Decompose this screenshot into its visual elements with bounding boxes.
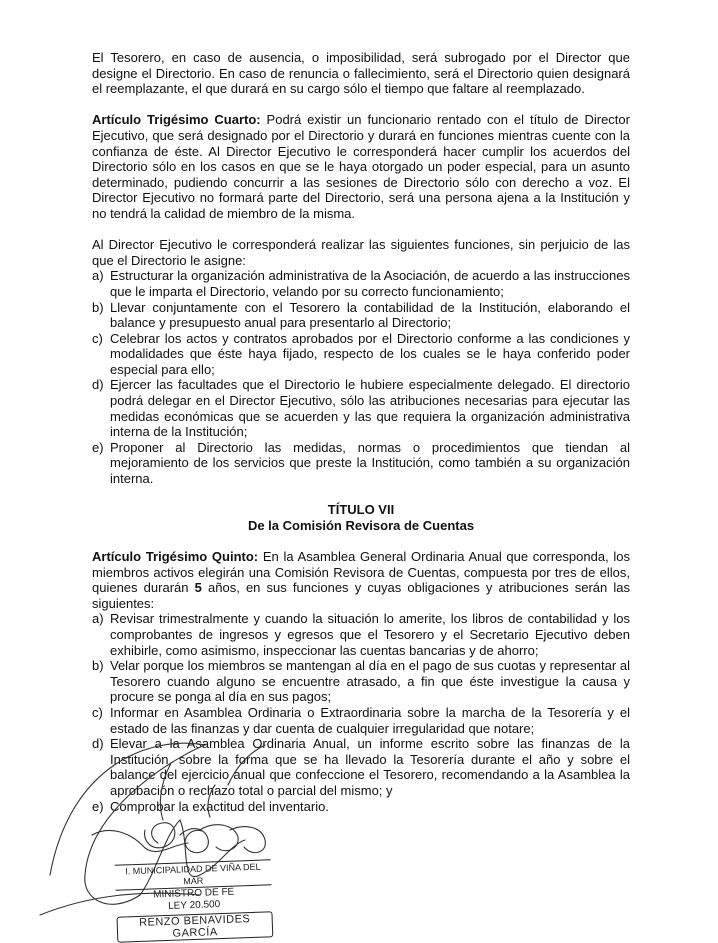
list-marker: c) <box>92 330 103 346</box>
stamp-line-role: MINISTRO DE FE <box>153 886 235 901</box>
list-item <box>92 440 630 487</box>
tesorero-subrogation-paragraph: El Tesorero, en caso de ausencia, o imposibilidad, será subrogado por el Director que designe el Directorio. En caso de renuncia o fallecimiento, será el Directorio quien designará el reemplazante, el que durará en su cargo sólo el tiempo que faltare al reemplazado. <box>92 50 630 97</box>
stamp-line-name: RENZO BENAVIDES GARCÍA <box>117 911 274 942</box>
list-item-text: Llevar conjuntamente con el Tesorero la contabilidad de la Institución, elaborando el balance y presupuesto anual para presentarlo al Directorio; <box>110 299 630 331</box>
functions-intro: Al Director Ejecutivo le corresponderá realizar las siguientes funciones, sin perjuicio de las que el Directorio le asigne: <box>92 237 630 268</box>
list-item <box>92 611 630 658</box>
functions-list <box>92 268 630 486</box>
list-marker: c) <box>92 704 103 720</box>
article-35-text-before: En la Asamblea General Ordinaria Anual que corresponda, los miembros activos elegirán una Comisión Revisora de Cuentas, compuesta por tres de ellos, quienes durarán <box>92 549 630 596</box>
list-marker: a) <box>92 611 104 627</box>
title-number: TÍTULO VII <box>327 502 395 518</box>
list-marker: e) <box>92 439 104 455</box>
document-page <box>92 50 630 814</box>
list-marker: a) <box>92 268 104 284</box>
article-35-paragraph <box>92 549 630 611</box>
list-item-text: Revisar trimestralmente y cuando la situación lo amerite, los libros de contabilidad y los comprobantes de ingresos y egresos que el Tesorero y el Secretario Ejecutivo deben exhibirle, como asimismo, inspeccionar las cuentas bancarias y de ahorro; <box>110 611 630 658</box>
list-item <box>92 331 630 378</box>
list-item-text: Celebrar los actos y contratos aprobados por el Directorio conforme a las condiciones y modalidades que éste haya fijado, respecto de los cuales se le haya conferido poder especial para ello; <box>110 330 630 377</box>
title-heading: De la Comisión Revisora de Cuentas <box>247 517 475 533</box>
list-item-text: Proponer al Directorio las medidas, normas o procedimientos que tiendan al mejoramiento de los servicios que preste la Institución, como también a su organización interna. <box>110 439 630 487</box>
list-item-text: Estructurar la organización administrativa de la Asociación, de acuerdo a las instrucciones que le imparta el Directorio, velando por su correcto funcionamiento; <box>110 268 630 299</box>
article-35-heading: Artículo Trigésimo Quinto: <box>92 549 259 564</box>
list-item <box>92 268 630 299</box>
article-34-heading: Artículo Trigésimo Cuarto: <box>92 112 261 128</box>
list-item-text: Ejercer las facultades que el Directorio le hubiere especialmente delegado. El directorio podrá delegar en el Director Ejecutivo, sólo las atribuciones necesarias para ejecutar las medidas económicas que se acuerden y las que requiera la organización administrativa interna de la Institución; <box>110 377 630 440</box>
article-34-paragraph <box>92 112 630 221</box>
notary-stamp <box>115 859 274 942</box>
article-35-text-after: años, en sus funciones y cuyas obligaciones y atribuciones serán las siguientes: <box>92 580 630 611</box>
article-34-text: Podrá existir un funcionario rentado con el título de Director Ejecutivo, que será designado por el Directorio y durará en funciones mientras cuente con la confianza de éste. Al Director Ejecutivo le corresponderá hacer cumplir los acuerdos del Directorio sólo en los casos en que se le haya otorgado un poder especial, para un asunto determinado, pudiendo concurrir a las sesiones de Directorio sólo con derecho a voz. El Director Ejecutivo no formará parte del Directorio, será una persona ajena a la Institución y no tendrá la calidad de miembro de la misma. <box>92 112 630 221</box>
list-marker: b) <box>92 658 104 674</box>
list-item-text: Comprobar la exactitud del inventario. <box>110 798 329 814</box>
list-item <box>92 377 630 439</box>
list-item <box>92 300 630 331</box>
list-item <box>92 658 630 705</box>
list-item-text: Elevar a la Asamblea Ordinaria Anual, un informe escrito sobre las finanzas de la Institución, sobre la forma que se ha llevado la Tesorería durante el año y sobre el balance del ejercicio anual que confeccione el Tesorero, recomendando a la Asamblea la aprobación o rechazo total o parcial del mismo; y <box>110 736 630 798</box>
list-marker: e) <box>92 798 104 814</box>
list-marker: d) <box>92 736 104 752</box>
article-35-years: 5 <box>194 580 202 596</box>
stamp-line-municipality: I. MUNICIPALIDAD DE VIÑA DEL MAR <box>115 859 272 890</box>
list-item-text: Informar en Asamblea Ordinaria o Extraordinaria sobre la marcha de la Tesorería y el estado de las finanzas y dar cuenta de cualquier irregularidad que notare; <box>110 704 630 736</box>
list-item-text: Velar porque los miembros se mantengan al día en el pago de sus cuotas y representar al Tesorero cuando alguno se encuentre atrasado, a fin que éste investigue la causa y procure se ponga al día en sus pagos; <box>110 658 630 705</box>
list-marker: d) <box>92 377 104 393</box>
stamp-line-law: LEY 20.500 <box>167 899 221 912</box>
list-marker: b) <box>92 299 104 315</box>
